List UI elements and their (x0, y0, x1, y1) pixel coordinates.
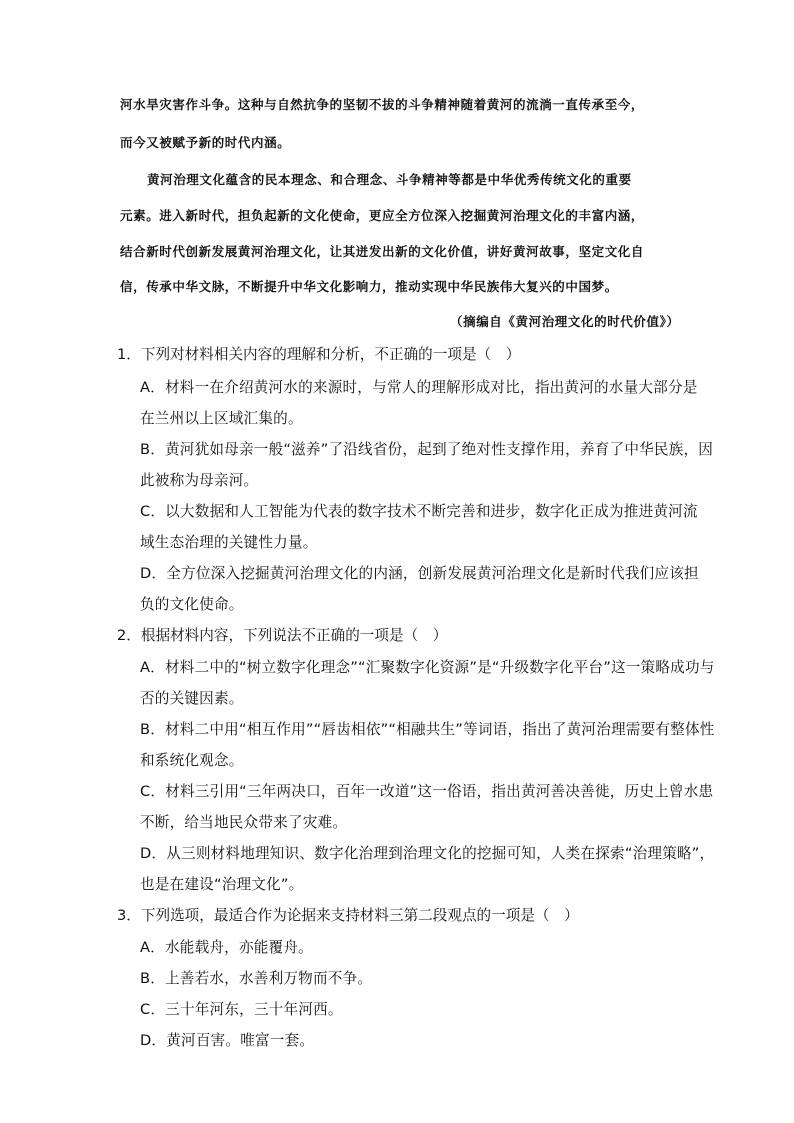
q3-option-b: B．上善若水，水善利万物而不争。 (140, 970, 373, 987)
q3-option-a: A．水能载舟，亦能覆舟。 (140, 939, 313, 956)
q2-option-d-line-2: 也是在建设“治理文化”。 (140, 876, 304, 893)
q2-option-a-line-2: 否的关键因素。 (140, 690, 244, 707)
material-line-2: 而今又被赋予新的时代内涵。 (120, 135, 291, 150)
q2-option-b-line-1: B．材料二中用“相互作用”“唇齿相依”“相融共生”等词语，指出了黄河治理需要有整体性 (140, 721, 715, 738)
material-line-1: 河水旱灾害作斗争。这种与自然抗争的坚韧不拔的斗争精神随着黄河的流淌一直传承至今， (120, 97, 645, 112)
q2-option-d-line-1: D．从三则材料地理知识、数字化治理到治理文化的挖掘可知，人类在探索“治理策略”， (140, 845, 715, 862)
q1-option-d-line-2: 负的文化使命。 (140, 596, 244, 613)
q2-option-c-line-2: 不断，给当地民众带来了灾难。 (140, 814, 348, 831)
question-1-stem: 1．下列对材料相关内容的理解和分析，不正确的一项是（ ） (117, 346, 521, 363)
question-3-stem: 3．下列选项，最适合作为论据来支持材料三第二段观点的一项是（ ） (117, 907, 579, 924)
material-source: （摘编自《黄河治理文化的时代价值》） (450, 314, 680, 329)
q2-option-a-line-1: A．材料二中的“树立数字化理念”“汇聚数字化资源”是“升级数字化平台”这一策略成功与 (140, 659, 715, 676)
material-line-6: 信，传承中华文脉，不断提升中华文化影响力，推动实现中华民族伟大复兴的中国梦。 (120, 279, 618, 294)
q1-option-b-line-2: 此被称为母亲河。 (140, 472, 259, 489)
q2-option-b-line-2: 和系统化观念。 (140, 752, 244, 769)
material-line-3: 黄河治理文化蕴含的民本理念、和合理念、斗争精神等都是中华优秀传统文化的重要 (147, 172, 632, 187)
q3-option-d: D．黄河百害。唯富一套。 (140, 1032, 315, 1049)
q3-option-c: C．三十年河东，三十年河西。 (140, 1001, 343, 1018)
q1-option-a-line-2: 在兰州以上区域汇集的。 (140, 410, 303, 427)
q1-option-c-line-2: 域生态治理的关键性力量。 (140, 534, 318, 551)
q2-option-c-line-1: C．材料三引用“三年两决口，百年一改道”这一俗语，指出黄河善决善徙，历史上曾水患 (140, 783, 714, 800)
material-line-4: 元素。进入新时代，担负起新的文化使命，更应全方位深入挖掘黄河治理文化的丰富内涵， (120, 208, 645, 223)
q1-option-d-line-1: D．全方位深入挖掘黄河治理文化的内涵，创新发展黄河治理文化是新时代我们应该担 (140, 565, 699, 582)
question-2-stem: 2．根据材料内容，下列说法不正确的一项是（ ） (117, 627, 448, 644)
q1-option-a-line-1: A．材料一在介绍黄河水的来源时，与常人的理解形成对比，指出黄河的水量大部分是 (140, 379, 698, 396)
q1-option-c-line-1: C．以大数据和人工智能为代表的数字技术不断完善和进步，数字化正成为推进黄河流 (140, 503, 698, 520)
material-line-5: 结合新时代创新发展黄河治理文化，让其迸发出新的文化价值，讲好黄河故事，坚定文化自 (120, 244, 645, 259)
q1-option-b-line-1: B．黄河犹如母亲一般“滋养”了沿线省份，起到了绝对性支撑作用，养育了中华民族，因 (140, 441, 714, 458)
